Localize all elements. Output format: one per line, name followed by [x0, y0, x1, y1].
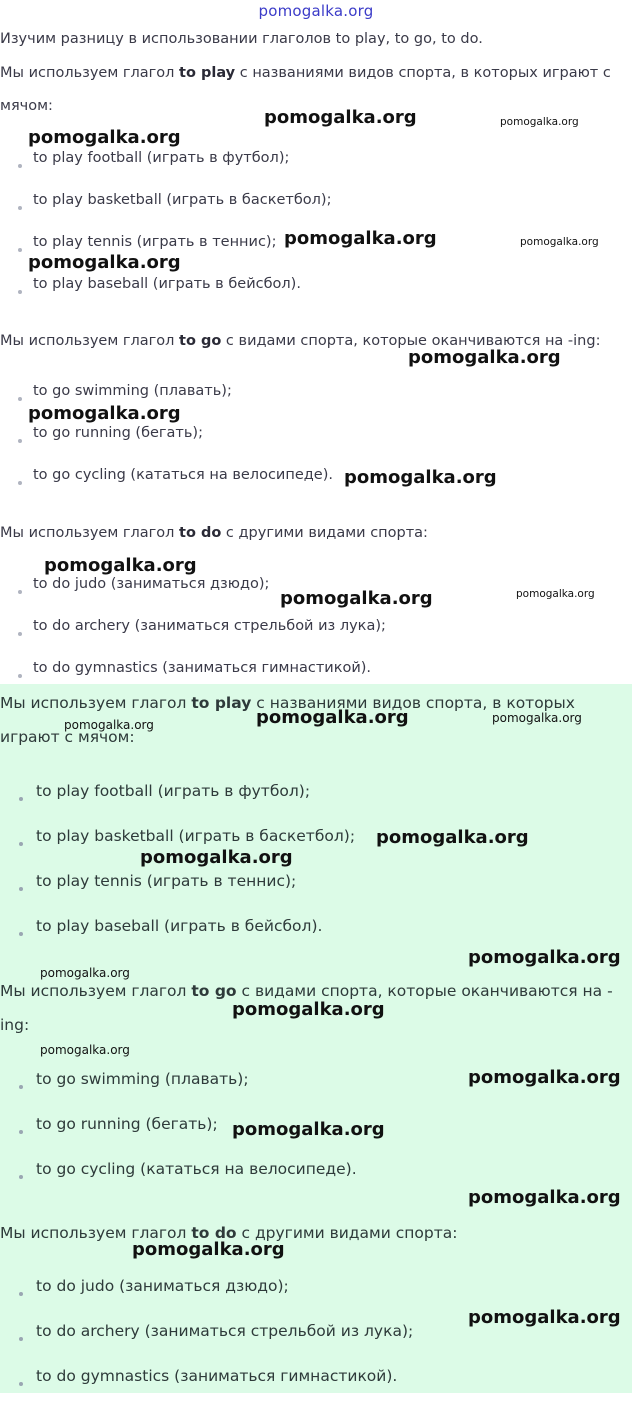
list-item: to go cycling (кататься на велосипеде).	[0, 462, 600, 504]
section-go-text: Мы используем глагол to go с видами спорта, которые оканчиваются на -ing:	[0, 333, 601, 349]
list-item: to play tennis (играть в теннис);	[0, 229, 600, 271]
green-section-go-text: Мы используем глагол to go с видами спорта, которые оканчиваются на -ing:	[0, 982, 613, 1034]
site-header[interactable]: pomogalka.org	[258, 2, 374, 20]
list-item: to go running (бегать);	[0, 420, 600, 462]
watermark: pomogalka.org	[468, 1187, 621, 1208]
watermark: pomogalka.org	[468, 1067, 621, 1088]
list-item: to go swimming (плавать);	[0, 1064, 600, 1109]
watermark: pomogalka.org	[44, 555, 197, 576]
watermark: pomogalka.org	[344, 467, 497, 488]
list-item: to go swimming (плавать);	[0, 378, 600, 420]
watermark: pomogalka.org	[140, 847, 293, 868]
watermark: pomogalka.org	[516, 588, 595, 600]
list-item: to do judo (заниматься дзюдо);	[0, 571, 600, 613]
list-item: to play basketball (играть в баскетбол);	[0, 187, 600, 229]
green-section-do-list	[0, 1271, 600, 1406]
green-section-do-text: Мы используем глагол to do с другими видами спорта:	[0, 1224, 458, 1242]
watermark: pomogalka.org	[64, 718, 154, 732]
watermark: pomogalka.org	[520, 236, 599, 248]
watermark: pomogalka.org	[232, 999, 385, 1020]
watermark: pomogalka.org	[28, 403, 181, 424]
list-item: to play basketball (играть в баскетбол);	[0, 821, 600, 866]
section-play-text: Мы используем глагол to play с названиями видов спорта, в которых играют с мячом:	[0, 65, 611, 114]
green-section-play-text: Мы используем глагол to play с названиями видов спорта, в которых играют с мячом:	[0, 694, 575, 746]
list-item: to go cycling (кататься на велосипеде).	[0, 1154, 600, 1199]
watermark: pomogalka.org	[28, 127, 181, 148]
green-section-play-list	[0, 776, 600, 956]
list-item: to do archery (заниматься стрельбой из лука);	[0, 613, 600, 655]
list-item: to do archery (заниматься стрельбой из лука);	[0, 1316, 600, 1361]
watermark: pomogalka.org	[28, 252, 181, 273]
watermark: pomogalka.org	[500, 116, 579, 128]
watermark: pomogalka.org	[132, 1239, 285, 1260]
list-item: to play football (играть в футбол);	[0, 776, 600, 821]
watermark: pomogalka.org	[280, 588, 433, 609]
watermark: pomogalka.org	[492, 711, 582, 725]
watermark: pomogalka.org	[376, 827, 529, 848]
list-item: to play tennis (играть в теннис);	[0, 866, 600, 911]
list-item: to do gymnastics (заниматься гимнастикой).	[0, 1361, 600, 1406]
watermark: pomogalka.org	[232, 1119, 385, 1140]
list-item: to play baseball (играть в бейсбол).	[0, 911, 600, 956]
watermark: pomogalka.org	[264, 107, 417, 128]
intro-text: Изучим разницу в использовании глаголов to play, to go, to do.	[0, 31, 483, 47]
list-item: to go running (бегать);	[0, 1109, 600, 1154]
list-item: to do gymnastics (заниматься гимнастикой).	[0, 655, 600, 697]
watermark: pomogalka.org	[256, 707, 409, 728]
watermark: pomogalka.org	[408, 347, 561, 368]
watermark: pomogalka.org	[468, 947, 621, 968]
watermark: pomogalka.org	[40, 966, 130, 980]
watermark: pomogalka.org	[40, 1043, 130, 1057]
list-item: to play baseball (играть в бейсбол).	[0, 271, 600, 313]
watermark: pomogalka.org	[284, 228, 437, 249]
section-go-list	[0, 378, 600, 504]
list-item: to play football (играть в футбол);	[0, 145, 600, 187]
watermark: pomogalka.org	[468, 1307, 621, 1328]
list-item: to do judo (заниматься дзюдо);	[0, 1271, 600, 1316]
section-do-text: Мы используем глагол to do с другими видами спорта:	[0, 525, 428, 541]
